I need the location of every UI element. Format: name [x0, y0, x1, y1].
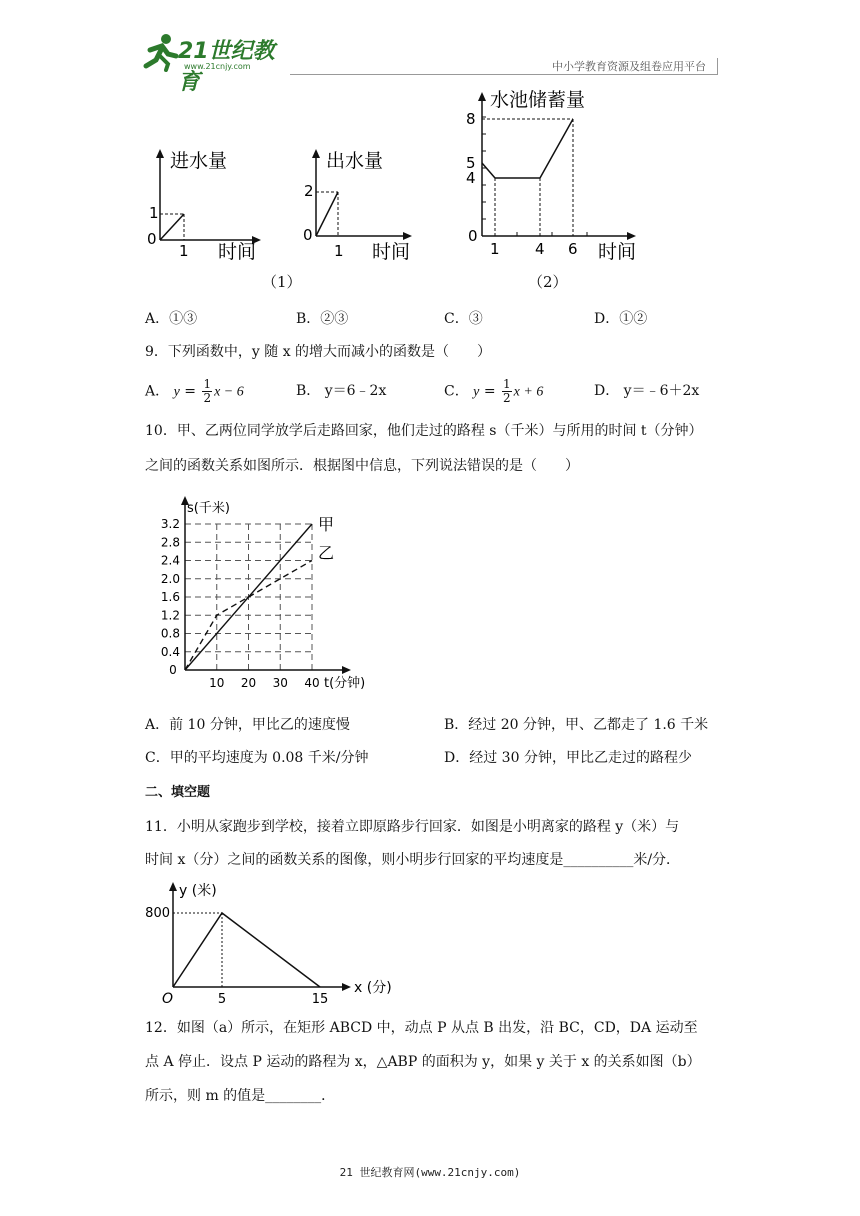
g2-x-tick: 1 [334, 242, 344, 260]
q8-graph-3 [460, 84, 650, 270]
q9-c-num: 1 [503, 377, 511, 391]
runner-logo-icon [140, 32, 180, 72]
g3-y-label: 水池储蓄量 [490, 89, 586, 111]
q9-a-fraction [202, 378, 212, 405]
series-label-2: 乙 [318, 543, 335, 563]
x-tick-label: 5 [217, 992, 227, 1004]
q9-a-num: 1 [203, 377, 212, 391]
g3-y-tick-5: 5 [466, 154, 476, 172]
q10-line-1: 10．甲、乙两位同学放学后走路回家，他们走过的路程 s（千米）与所用的时间 t（分钟） [145, 423, 703, 439]
g3-x-label: 时间 [598, 241, 637, 263]
q12-line-1: 12．如图（a）所示，在矩形 ABCD 中，动点 P 从点 B 出发，沿 BC，CD，DA 运动至 [145, 1020, 698, 1036]
q11-chart [140, 878, 410, 1004]
y-tick-label: 800 [145, 906, 170, 921]
g2-y-tick: 2 [304, 182, 314, 200]
y-axis-arrow [169, 882, 177, 891]
y-tick-label: 2.4 [160, 553, 180, 568]
q10-line-2: 之间的函数关系如图所示．根据图中信息，下列说法错误的是（ ） [145, 458, 579, 474]
footer: 21 世纪教育网(www.21cnjy.com) [339, 1166, 521, 1179]
origin-label: 0 [169, 663, 177, 677]
g1-x-label: 时间 [218, 241, 257, 263]
x-tick-label: 20 [240, 676, 257, 690]
g3-y-tick-4: 4 [466, 169, 476, 187]
x-axis-arrow [342, 666, 351, 674]
q11-line-1: 11．小明从家跑步到学校，接着立即原路步行回家．如图是小明离家的路程 y（米）与 [145, 819, 680, 835]
g3-x-tick-6: 6 [568, 240, 578, 258]
q9-c-tail: x + 6 [513, 384, 544, 400]
header-divider-tick [717, 58, 718, 74]
q9-c-y: y [473, 384, 480, 400]
q9-a-prefix: A． [145, 383, 170, 400]
q9-a-den: 2 [203, 391, 212, 405]
q9-stem: 9．下列函数中，y 随 x 的增大而减小的函数是（ ） [145, 344, 492, 360]
g1-origin: 0 [147, 230, 157, 248]
q9-option-b: B． y＝6﹣2x [296, 383, 387, 399]
q9-c-fraction [502, 378, 512, 405]
q9-c-prefix: C． [444, 383, 469, 400]
g1-x-tick: 1 [179, 242, 189, 260]
q9-option-c [444, 378, 543, 404]
g1-y-label: 进水量 [170, 150, 228, 172]
q9-a-eq: = [179, 383, 201, 400]
q8-option-b: B．②③ [296, 311, 349, 327]
g3-origin: 0 [468, 227, 478, 245]
x-tick-label: 30 [272, 676, 288, 690]
q9-option-d: D． y＝﹣6＋2x [594, 383, 700, 399]
x-tick-label: 40 [304, 676, 320, 690]
q9-c-den: 2 [503, 391, 511, 405]
q10-option-c: C．甲的平均速度为 0.08 千米/分钟 [145, 750, 369, 766]
q9-a-y: y [173, 384, 180, 400]
x-axis-label: t(分钟) [324, 676, 366, 691]
x-tick-label: 15 [311, 992, 329, 1004]
x-axis-arrow [342, 983, 351, 991]
q8-graph-1 [140, 140, 280, 270]
q10-chart [150, 494, 380, 698]
q10-option-d: D．经过 30 分钟，甲比乙走过的路程少 [444, 750, 692, 766]
header-platform-text: 中小学教育资源及组卷应用平台 [552, 60, 706, 73]
y-tick-label: 2.8 [160, 535, 180, 550]
x-tick-label: 10 [209, 676, 225, 690]
g2-y-label: 出水量 [326, 150, 384, 172]
series-line [173, 913, 320, 987]
header-logo [140, 30, 290, 95]
y-tick-label: 1.6 [160, 590, 180, 604]
g1-y-tick: 1 [149, 204, 159, 222]
y-tick-label: 0.8 [160, 626, 180, 641]
q9-option-a [145, 378, 244, 404]
y-axis-label: s(千米) [187, 501, 230, 516]
q10-option-b: B．经过 20 分钟，甲、乙都走了 1.6 千米 [444, 717, 709, 733]
y-tick-label: 3.2 [160, 517, 180, 531]
y-tick-label: 0.4 [160, 644, 180, 659]
q8-caption-2: （2） [528, 273, 568, 291]
q9-c-eq: = [479, 383, 501, 400]
g2-x-label: 时间 [372, 241, 411, 263]
logo-url: www.21cnjy.com [184, 62, 251, 71]
q12-line-2: 点 A 停止．设点 P 运动的路程为 x，△ABP 的面积为 y，如果 y 关于 x 的关系如图（b） [145, 1054, 701, 1070]
header-divider [290, 74, 718, 75]
q8-graph-2 [296, 140, 426, 270]
q12-line-3: 所示，则 m 的值是________． [145, 1088, 336, 1104]
g3-y-tick-8: 8 [466, 110, 476, 128]
y-tick-label: 1.2 [160, 608, 180, 623]
g2-origin: 0 [303, 226, 313, 244]
x-axis-label: x (分) [354, 980, 392, 996]
q10-option-a: A．前 10 分钟，甲比乙的速度慢 [145, 717, 350, 733]
q8-option-a: A．①③ [145, 311, 198, 327]
y-axis-label: y (米) [179, 883, 217, 899]
q9-a-tail: x − 6 [214, 384, 244, 400]
logo-text: 21世纪教育 [178, 39, 275, 95]
q8-option-d: D．①② [594, 311, 648, 327]
q8-option-c: C．③ [444, 311, 483, 327]
section-title: 二、填空题 [145, 785, 211, 800]
q11-line-2: 时间 x（分）之间的函数关系的图像，则小明步行回家的平均速度是__________米/分． [145, 852, 681, 868]
g3-x-tick-4: 4 [535, 240, 545, 258]
g3-x-tick-1: 1 [490, 240, 500, 258]
y-tick-label: 2.0 [160, 571, 180, 586]
q8-caption-1: （1） [262, 273, 302, 291]
origin-label: O [162, 991, 174, 1004]
series-label-1: 甲 [318, 515, 335, 534]
